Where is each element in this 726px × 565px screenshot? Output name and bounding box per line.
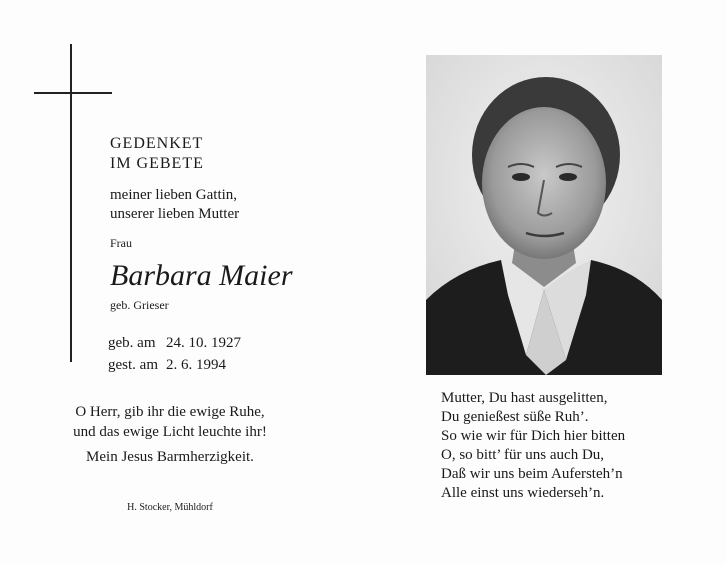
printer-credit: H. Stocker, Mühldorf bbox=[127, 502, 213, 513]
cross-horizontal-bar bbox=[34, 92, 112, 94]
prayer-closing: Mein Jesus Barmherzigkeit. bbox=[86, 449, 254, 465]
intro-line-1: meiner lieben Gattin, bbox=[110, 187, 238, 203]
born-label: geb. am bbox=[108, 335, 156, 351]
poem-line-6: Alle einst uns wiederseh’n. bbox=[441, 485, 605, 501]
died-date: 2. 6. 1994 bbox=[166, 357, 226, 373]
heading-line-2: IM GEBETE bbox=[110, 155, 204, 172]
deceased-name: Barbara Maier bbox=[110, 259, 293, 292]
prayer-line-1: O Herr, gib ihr die ewige Ruhe, bbox=[75, 404, 265, 420]
intro-line-2: unserer lieben Mutter bbox=[110, 206, 240, 222]
heading-line-1: GEDENKET bbox=[110, 135, 204, 152]
died-label: gest. am bbox=[108, 357, 158, 373]
maiden-name: geb. Grieser bbox=[110, 298, 169, 312]
poem-line-1: Mutter, Du hast ausgelitten, bbox=[441, 390, 608, 406]
poem-line-4: O, so bitt’ für uns auch Du, bbox=[441, 447, 605, 463]
poem-line-2: Du genießest süße Ruh’. bbox=[441, 409, 589, 425]
portrait-photo bbox=[426, 55, 662, 375]
portrait-illustration bbox=[426, 55, 662, 375]
born-date: 24. 10. 1927 bbox=[166, 335, 241, 351]
poem-line-3: So wie wir für Dich hier bitten bbox=[441, 428, 626, 444]
prayer-line-2: und das ewige Licht leuchte ihr! bbox=[73, 424, 267, 440]
salutation: Frau bbox=[110, 236, 132, 250]
poem-line-5: Daß wir uns beim Aufersteh’n bbox=[441, 466, 623, 482]
